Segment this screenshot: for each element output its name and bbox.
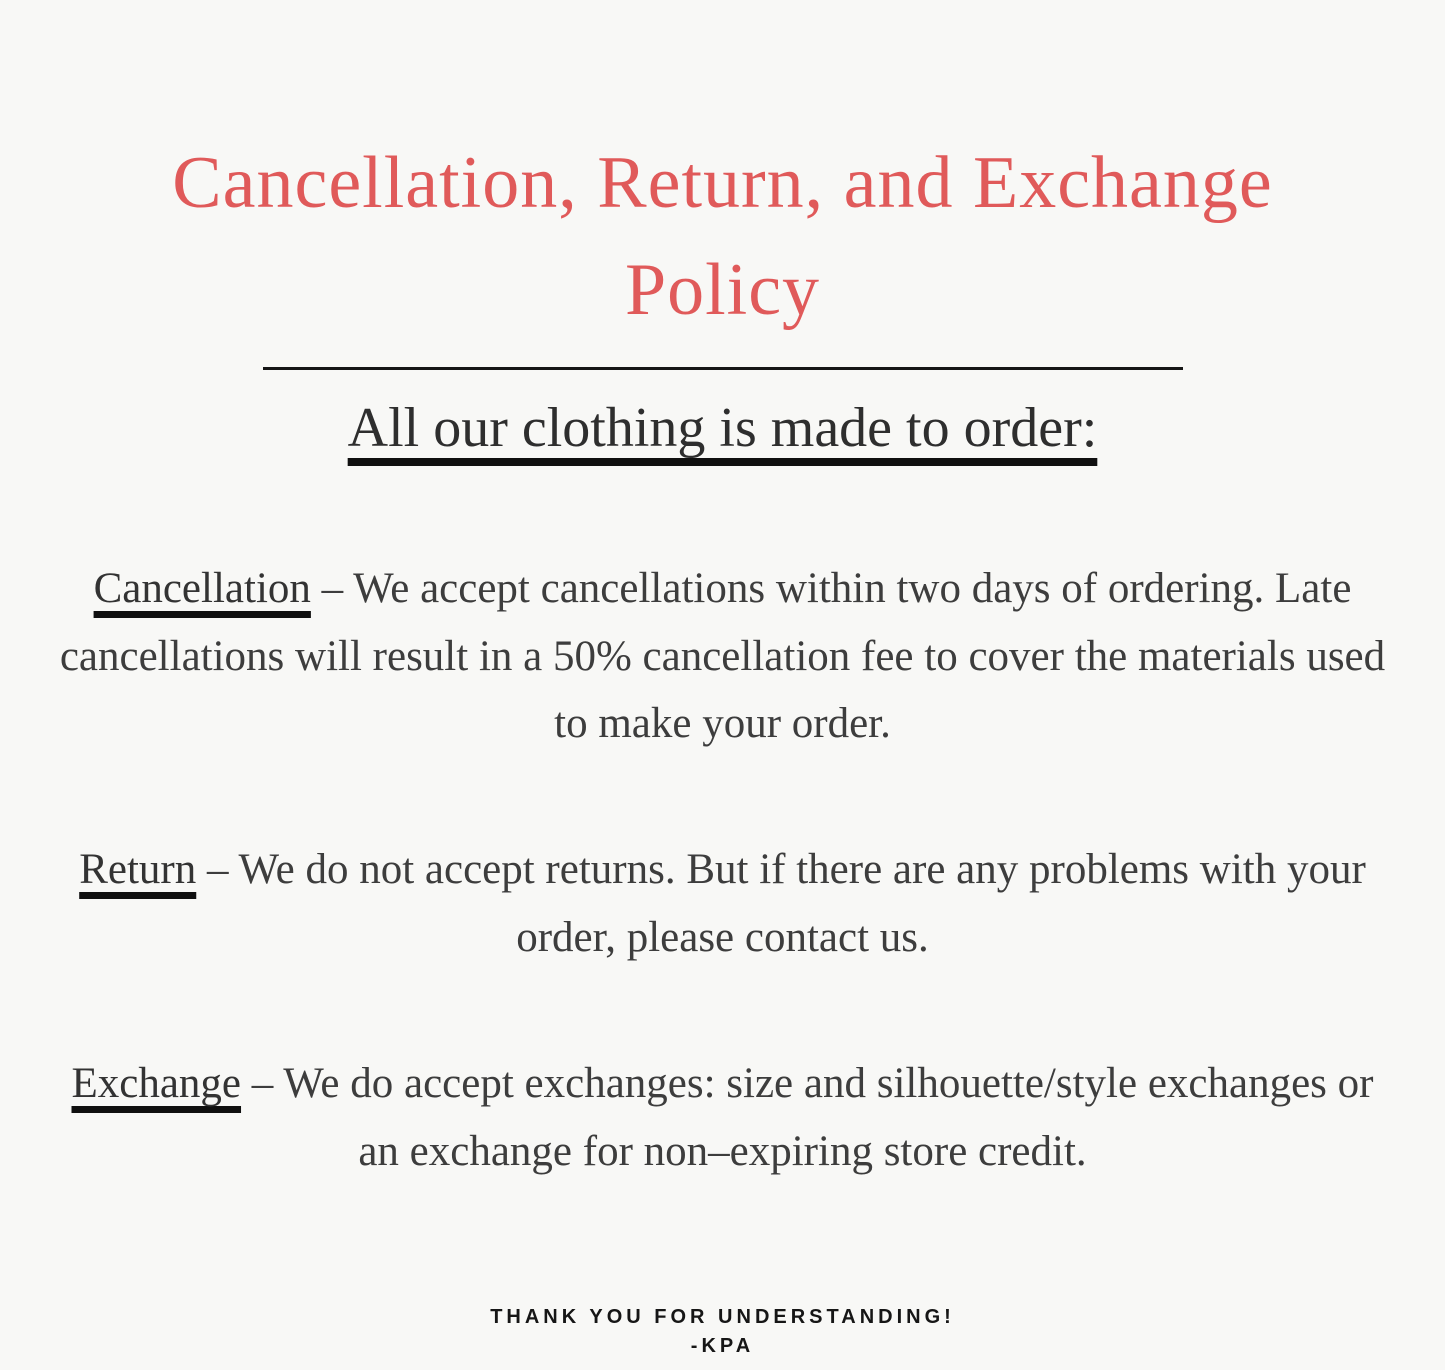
page-title-line2: Policy bbox=[624, 249, 821, 332]
cancellation-section bbox=[58, 555, 1388, 759]
return-section bbox=[58, 836, 1388, 972]
exchange-section bbox=[58, 1050, 1388, 1186]
footer-thanks-text: THANK YOU FOR UNDERSTANDING! bbox=[490, 1306, 955, 1329]
return-lead: Return bbox=[79, 846, 197, 894]
page-title bbox=[45, 130, 1400, 345]
cancellation-body: – We accept cancellations within two days of ordering. Late cancellations will result in a 50% cancellation fee to cover the materials used to make your order. bbox=[59, 564, 1386, 748]
return-body: – We do not accept returns. But if there are any problems with your order, please contact us. bbox=[196, 846, 1366, 962]
cancellation-lead: Cancellation bbox=[93, 564, 311, 612]
exchange-body: – We do accept exchanges: size and silhouette/style exchanges or an exchange for non–expiring store credit. bbox=[241, 1060, 1374, 1176]
footer bbox=[45, 1306, 1400, 1358]
made-to-order-subtitle: All our clothing is made to order: bbox=[347, 396, 1098, 459]
title-divider bbox=[263, 367, 1183, 370]
exchange-lead: Exchange bbox=[71, 1060, 242, 1108]
page-title-line1: Cancellation, Return, and Exchange bbox=[172, 142, 1273, 224]
footer-signature: -KPA bbox=[690, 1335, 755, 1358]
